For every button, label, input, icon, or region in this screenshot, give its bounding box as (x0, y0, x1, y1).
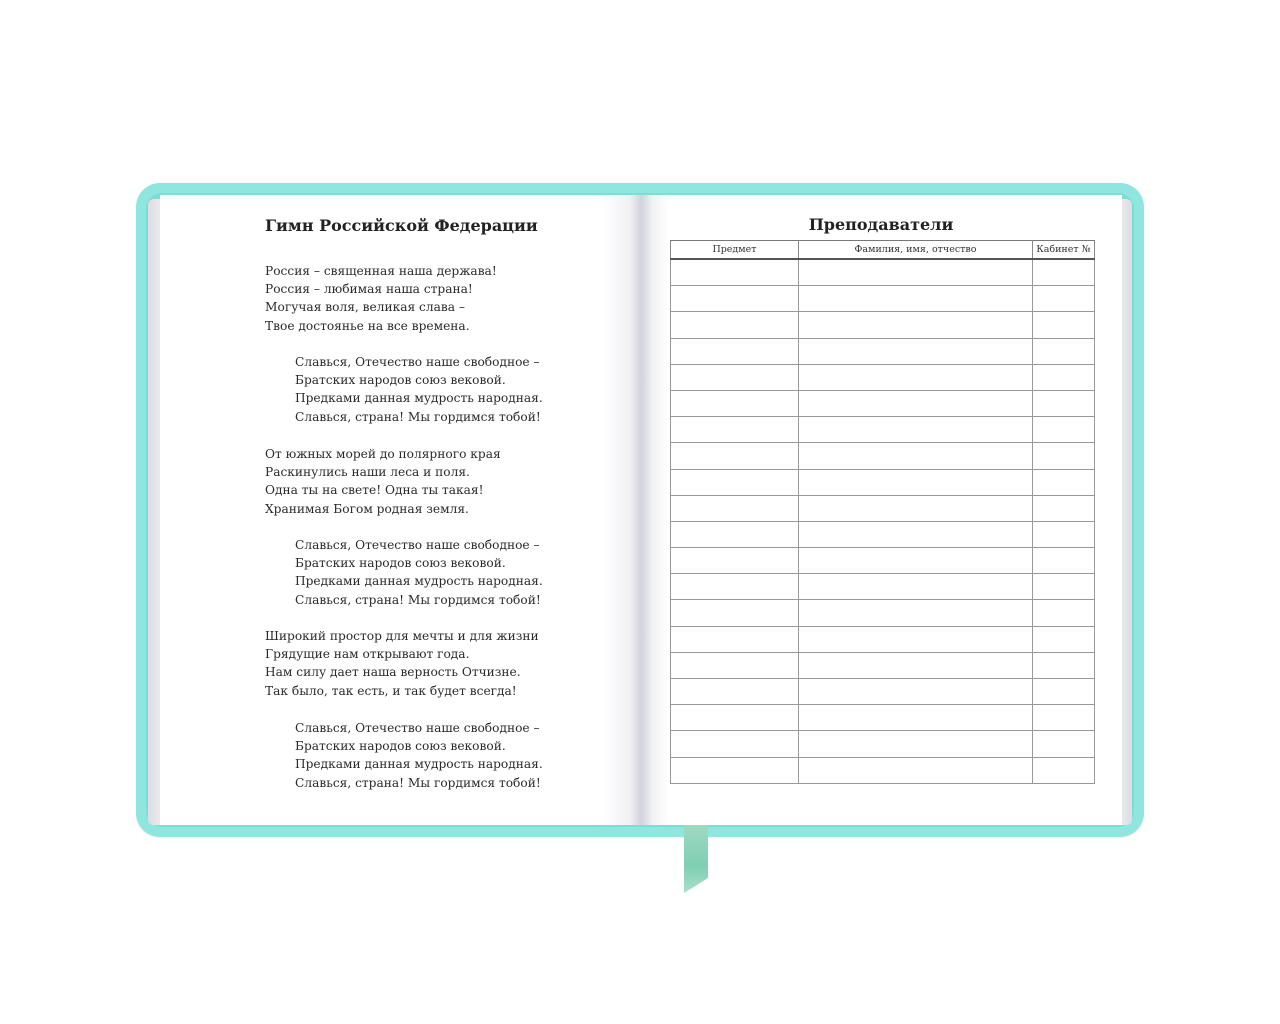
anthem-stanza-1 (265, 262, 497, 335)
anthem-line: Славься, страна! Мы гордимся тобой! (295, 409, 541, 424)
anthem-line: Хранимая Богом родная земля. (265, 501, 469, 516)
anthem-line: Славься, Отечество наше свободное – (295, 721, 540, 735)
room-cell (1033, 731, 1095, 757)
anthem-line: Славься, страна! Мы гордимся тобой! (295, 592, 541, 607)
subject-cell (671, 364, 799, 390)
room-cell (1033, 469, 1095, 495)
header-room-number: Кабинет № (1033, 241, 1095, 260)
name-cell (799, 652, 1033, 678)
table-row (671, 679, 1095, 705)
anthem-line: Могучая воля, великая слава – (265, 300, 465, 315)
table-row (671, 259, 1095, 286)
table-row (671, 312, 1095, 338)
room-cell (1033, 495, 1095, 521)
room-cell (1033, 679, 1095, 705)
anthem-line: Славься, Отечество наше свободное – (295, 355, 540, 369)
room-cell (1033, 652, 1095, 678)
teachers-title: Преподаватели (808, 215, 954, 234)
ribbon-bookmark (684, 825, 708, 893)
table-row (671, 417, 1095, 443)
anthem-line: От южных морей до полярного края (265, 447, 501, 461)
subject-cell (671, 495, 799, 521)
anthem-line: Широкий простор для мечты и для жизни (265, 629, 539, 643)
table-row (671, 521, 1095, 547)
room-cell (1033, 705, 1095, 731)
room-cell (1033, 600, 1095, 626)
anthem-line: Одна ты на свете! Одна ты такая! (265, 483, 484, 498)
room-cell (1033, 521, 1095, 547)
subject-cell (671, 390, 799, 416)
room-cell (1033, 390, 1095, 416)
anthem-chorus-3 (295, 719, 543, 792)
anthem-line: Грядущие нам открывают года. (265, 647, 470, 662)
table-row (671, 548, 1095, 574)
anthem-line: Россия – священная наша держава! (265, 264, 497, 278)
anthem-line: Братских народов союз вековой. (295, 739, 506, 754)
room-cell (1033, 338, 1095, 364)
subject-cell (671, 574, 799, 600)
anthem-line: Братских народов союз вековой. (295, 556, 506, 571)
name-cell (799, 574, 1033, 600)
table-header-row (671, 241, 1095, 260)
name-cell (799, 495, 1033, 521)
table-row (671, 364, 1095, 390)
subject-cell (671, 338, 799, 364)
name-cell (799, 600, 1033, 626)
anthem-line: Предками данная мудрость народная. (295, 574, 543, 589)
subject-cell (671, 679, 799, 705)
table-row (671, 574, 1095, 600)
room-cell (1033, 259, 1095, 286)
subject-cell (671, 443, 799, 469)
anthem-chorus-1 (295, 353, 543, 426)
anthem-title: Гимн Российской Федерации (265, 216, 538, 235)
header-full-name: Фамилия, имя, отчество (799, 241, 1033, 260)
header-subject: Предмет (671, 241, 799, 260)
table-row (671, 731, 1095, 757)
subject-cell (671, 469, 799, 495)
table-row (671, 652, 1095, 678)
table-row (671, 757, 1095, 783)
room-cell (1033, 286, 1095, 312)
subject-cell (671, 312, 799, 338)
name-cell (799, 731, 1033, 757)
table-row (671, 286, 1095, 312)
anthem-line: Так было, так есть, и так будет всегда! (265, 683, 517, 698)
name-cell (799, 417, 1033, 443)
anthem-line: Предками данная мудрость народная. (295, 757, 543, 772)
anthem-stanza-2 (265, 445, 501, 518)
subject-cell (671, 652, 799, 678)
subject-cell (671, 626, 799, 652)
teachers-table (670, 240, 1095, 784)
room-cell (1033, 548, 1095, 574)
name-cell (799, 626, 1033, 652)
table-row (671, 443, 1095, 469)
room-cell (1033, 574, 1095, 600)
book-gutter (630, 195, 652, 825)
table-row (671, 469, 1095, 495)
table-row (671, 600, 1095, 626)
anthem-line: Нам силу дает наша верность Отчизне. (265, 665, 521, 680)
room-cell (1033, 757, 1095, 783)
name-cell (799, 548, 1033, 574)
name-cell (799, 390, 1033, 416)
subject-cell (671, 521, 799, 547)
name-cell (799, 469, 1033, 495)
name-cell (799, 705, 1033, 731)
anthem-stanza-3 (265, 627, 539, 700)
subject-cell (671, 600, 799, 626)
anthem-line: Раскинулись наши леса и поля. (265, 465, 470, 480)
anthem-line: Россия – любимая наша страна! (265, 282, 473, 297)
subject-cell (671, 731, 799, 757)
table-row (671, 705, 1095, 731)
table-row (671, 495, 1095, 521)
subject-cell (671, 548, 799, 574)
anthem-chorus-2 (295, 536, 543, 609)
subject-cell (671, 259, 799, 286)
subject-cell (671, 417, 799, 443)
room-cell (1033, 417, 1095, 443)
room-cell (1033, 443, 1095, 469)
name-cell (799, 259, 1033, 286)
room-cell (1033, 364, 1095, 390)
subject-cell (671, 286, 799, 312)
table-row (671, 338, 1095, 364)
teachers-table-body (671, 259, 1095, 783)
anthem-line: Твое достоянье на все времена. (265, 318, 470, 333)
anthem-line: Славься, Отечество наше свободное – (295, 538, 540, 552)
room-cell (1033, 626, 1095, 652)
table-row (671, 390, 1095, 416)
name-cell (799, 679, 1033, 705)
name-cell (799, 521, 1033, 547)
name-cell (799, 312, 1033, 338)
subject-cell (671, 757, 799, 783)
name-cell (799, 338, 1033, 364)
table-row (671, 626, 1095, 652)
name-cell (799, 286, 1033, 312)
anthem-line: Братских народов союз вековой. (295, 373, 506, 388)
room-cell (1033, 312, 1095, 338)
anthem-line: Славься, страна! Мы гордимся тобой! (295, 775, 541, 790)
subject-cell (671, 705, 799, 731)
name-cell (799, 443, 1033, 469)
name-cell (799, 757, 1033, 783)
name-cell (799, 364, 1033, 390)
anthem-line: Предками данная мудрость народная. (295, 391, 543, 406)
